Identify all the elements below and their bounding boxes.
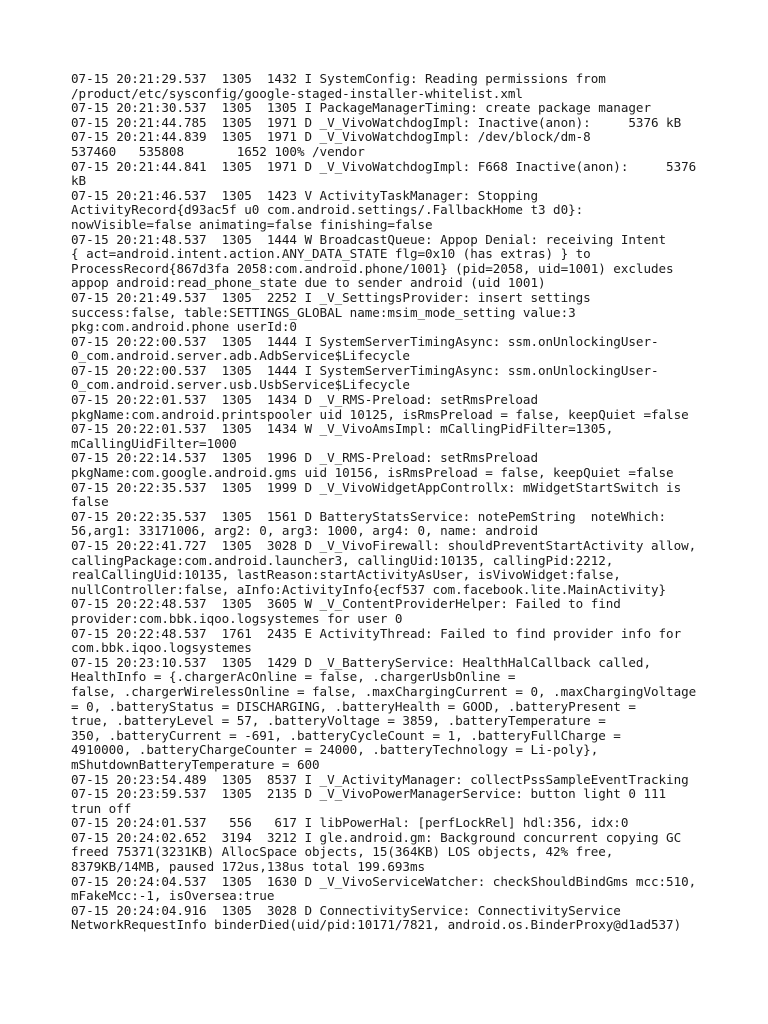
log-line: true, .batteryLevel = 57, .batteryVoltage = 3859, .batteryTemperature =	[71, 713, 606, 729]
log-line: ActivityRecord{d93ac5f u0 com.android.settings/.FallbackHome t3 d0}:	[71, 202, 584, 218]
log-line: mCallingUidFilter=1000	[71, 435, 237, 451]
log-line: callingPackage:com.android.launcher3, callingUid:10135, callingPid:2212,	[71, 552, 614, 568]
log-line: 07-15 20:22:35.537 1305 1999 D _V_VivoWidgetAppControllx: mWidgetStartSwitch is	[71, 479, 682, 495]
log-line: com.bbk.iqoo.logsystemes	[71, 640, 252, 656]
log-line: 07-15 20:24:02.652 3194 3212 I gle.android.gm: Background concurrent copying GC	[71, 829, 682, 845]
log-line: 07-15 20:22:14.537 1305 1996 D _V_RMS-Preload: setRmsPreload	[71, 450, 538, 466]
log-line: provider:com.bbk.iqoo.logsystemes for user 0	[71, 610, 403, 626]
log-line: 07-15 20:22:41.727 1305 3028 D _V_VivoFirewall: shouldPreventStartActivity allow,	[71, 538, 697, 553]
log-line: NetworkRequestInfo binderDied(uid/pid:10171/7821, android.os.BinderProxy@d1ad537)	[71, 917, 682, 933]
log-line: false	[71, 494, 109, 510]
log-line: 07-15 20:21:30.537 1305 1305 I PackageManagerTiming: create package manager	[71, 100, 651, 116]
log-line: trun off	[71, 800, 132, 816]
log-line: = 0, .batteryStatus = DISCHARGING, .batteryHealth = GOOD, .batteryPresent =	[71, 698, 636, 714]
log-line: /product/etc/sysconfig/google-staged-installer-whitelist.xml	[71, 85, 523, 101]
log-line: success:false, table:SETTINGS_GLOBAL name:msim_mode_setting value:3	[71, 304, 576, 320]
log-line: 07-15 20:23:10.537 1305 1429 D _V_BatteryService: HealthHalCallback called,	[71, 654, 651, 670]
log-line: 07-15 20:22:01.537 1305 1434 D _V_RMS-Preload: setRmsPreload	[71, 392, 538, 408]
log-line: 07-15 20:21:44.785 1305 1971 D _V_VivoWatchdogImpl: Inactive(anon): 5376 kB	[71, 114, 682, 130]
log-line: realCallingUid:10135, lastReason:startActivityAsUser, isVivoWidget:false,	[71, 567, 621, 583]
log-line: kB	[71, 173, 87, 189]
log-line: freed 75371(3231KB) AllocSpace objects, 15(364KB) LOS objects, 42% free,	[71, 844, 614, 860]
log-line: 07-15 20:23:59.537 1305 2135 D _V_VivoPowerManagerService: button light 0 111	[71, 786, 667, 802]
log-line: 0_com.android.server.usb.UsbService$Lifecycle	[71, 377, 410, 393]
log-line: 4910000, .batteryChargeCounter = 24000, .batteryTechnology = Li-poly},	[71, 742, 599, 758]
log-line: pkg:com.android.phone userId:0	[71, 319, 297, 335]
log-line: 350, .batteryCurrent = -691, .batteryCycleCount = 1, .batteryFullCharge =	[71, 727, 621, 743]
log-line: 07-15 20:21:44.839 1305 1971 D _V_VivoWatchdogImpl: /dev/block/dm-8	[71, 129, 591, 145]
log-line: 07-15 20:22:48.537 1761 2435 E ActivityThread: Failed to find provider info for	[71, 625, 682, 641]
log-line: 07-15 20:23:54.489 1305 8537 I _V_ActivityManager: collectPssSampleEventTracking	[71, 771, 689, 787]
log-text-block	[71, 72, 711, 933]
log-line: 07-15 20:21:46.537 1305 1423 V ActivityTaskManager: Stopping	[71, 187, 538, 203]
log-line: mShutdownBatteryTemperature = 600	[71, 756, 320, 772]
log-line: 07-15 20:22:01.537 1305 1434 W _V_VivoAmsImpl: mCallingPidFilter=1305,	[71, 421, 614, 437]
log-line: HealthInfo = {.chargerAcOnline = false, .chargerUsbOnline =	[71, 669, 516, 685]
log-line: nullController:false, aInfo:ActivityInfo{ecf537 com.facebook.lite.MainActivity}	[71, 581, 667, 597]
log-line: 537460 535808 1652 100% /vendor	[71, 143, 365, 159]
log-line: 0_com.android.server.adb.AdbService$Lifecycle	[71, 348, 410, 364]
log-line: 07-15 20:22:00.537 1305 1444 I SystemServerTimingAsync: ssm.onUnlockingUser-	[71, 333, 659, 349]
log-line: 07-15 20:24:01.537 556 617 I libPowerHal: [perfLockRel] hdl:356, idx:0	[71, 815, 629, 831]
log-line: false, .chargerWirelessOnline = false, .maxChargingCurrent = 0, .maxChargingVoltage	[71, 683, 697, 699]
log-line: ProcessRecord{867d3fa 2058:com.android.phone/1001} (pid=2058, uid=1001) excludes	[71, 260, 674, 276]
log-line: 07-15 20:21:48.537 1305 1444 W BroadcastQueue: Appop Denial: receiving Intent	[71, 231, 667, 247]
log-line: 07-15 20:24:04.537 1305 1630 D _V_VivoServiceWatcher: checkShouldBindGms mcc:510,	[71, 873, 697, 889]
log-line: nowVisible=false animating=false finishing=false	[71, 216, 433, 232]
log-line: pkgName:com.android.printspooler uid 10125, isRmsPreload = false, keepQuiet =false	[71, 406, 689, 422]
log-line: 07-15 20:21:49.537 1305 2252 I _V_SettingsProvider: insert settings	[71, 289, 591, 305]
log-line: 07-15 20:22:00.537 1305 1444 I SystemServerTimingAsync: ssm.onUnlockingUser-	[71, 362, 659, 378]
log-line: { act=android.intent.action.ANY_DATA_STATE flg=0x10 (has extras) } to	[71, 246, 591, 262]
log-line: 07-15 20:22:48.537 1305 3605 W _V_ContentProviderHelper: Failed to find	[71, 596, 621, 612]
log-line: pkgName:com.google.android.gms uid 10156, isRmsPreload = false, keepQuiet =false	[71, 465, 674, 481]
log-line: mFakeMcc:-1, isOversea:true	[71, 888, 275, 904]
log-line: 07-15 20:24:04.916 1305 3028 D ConnectivityService: ConnectivityService	[71, 902, 621, 918]
log-line: 07-15 20:21:44.841 1305 1971 D _V_VivoWatchdogImpl: F668 Inactive(anon): 5376	[71, 158, 697, 174]
log-line: appop android:read_phone_state due to sender android (uid 1001)	[71, 275, 546, 291]
log-line: 8379KB/14MB, paused 172us,138us total 199.693ms	[71, 859, 426, 875]
log-line: 07-15 20:22:35.537 1305 1561 D BatteryStatsService: notePemString noteWhich:	[71, 508, 667, 524]
log-line: 07-15 20:21:29.537 1305 1432 I SystemConfig: Reading permissions from	[71, 71, 606, 86]
log-line: 56,arg1: 33171006, arg2: 0, arg3: 1000, arg4: 0, name: android	[71, 523, 538, 539]
